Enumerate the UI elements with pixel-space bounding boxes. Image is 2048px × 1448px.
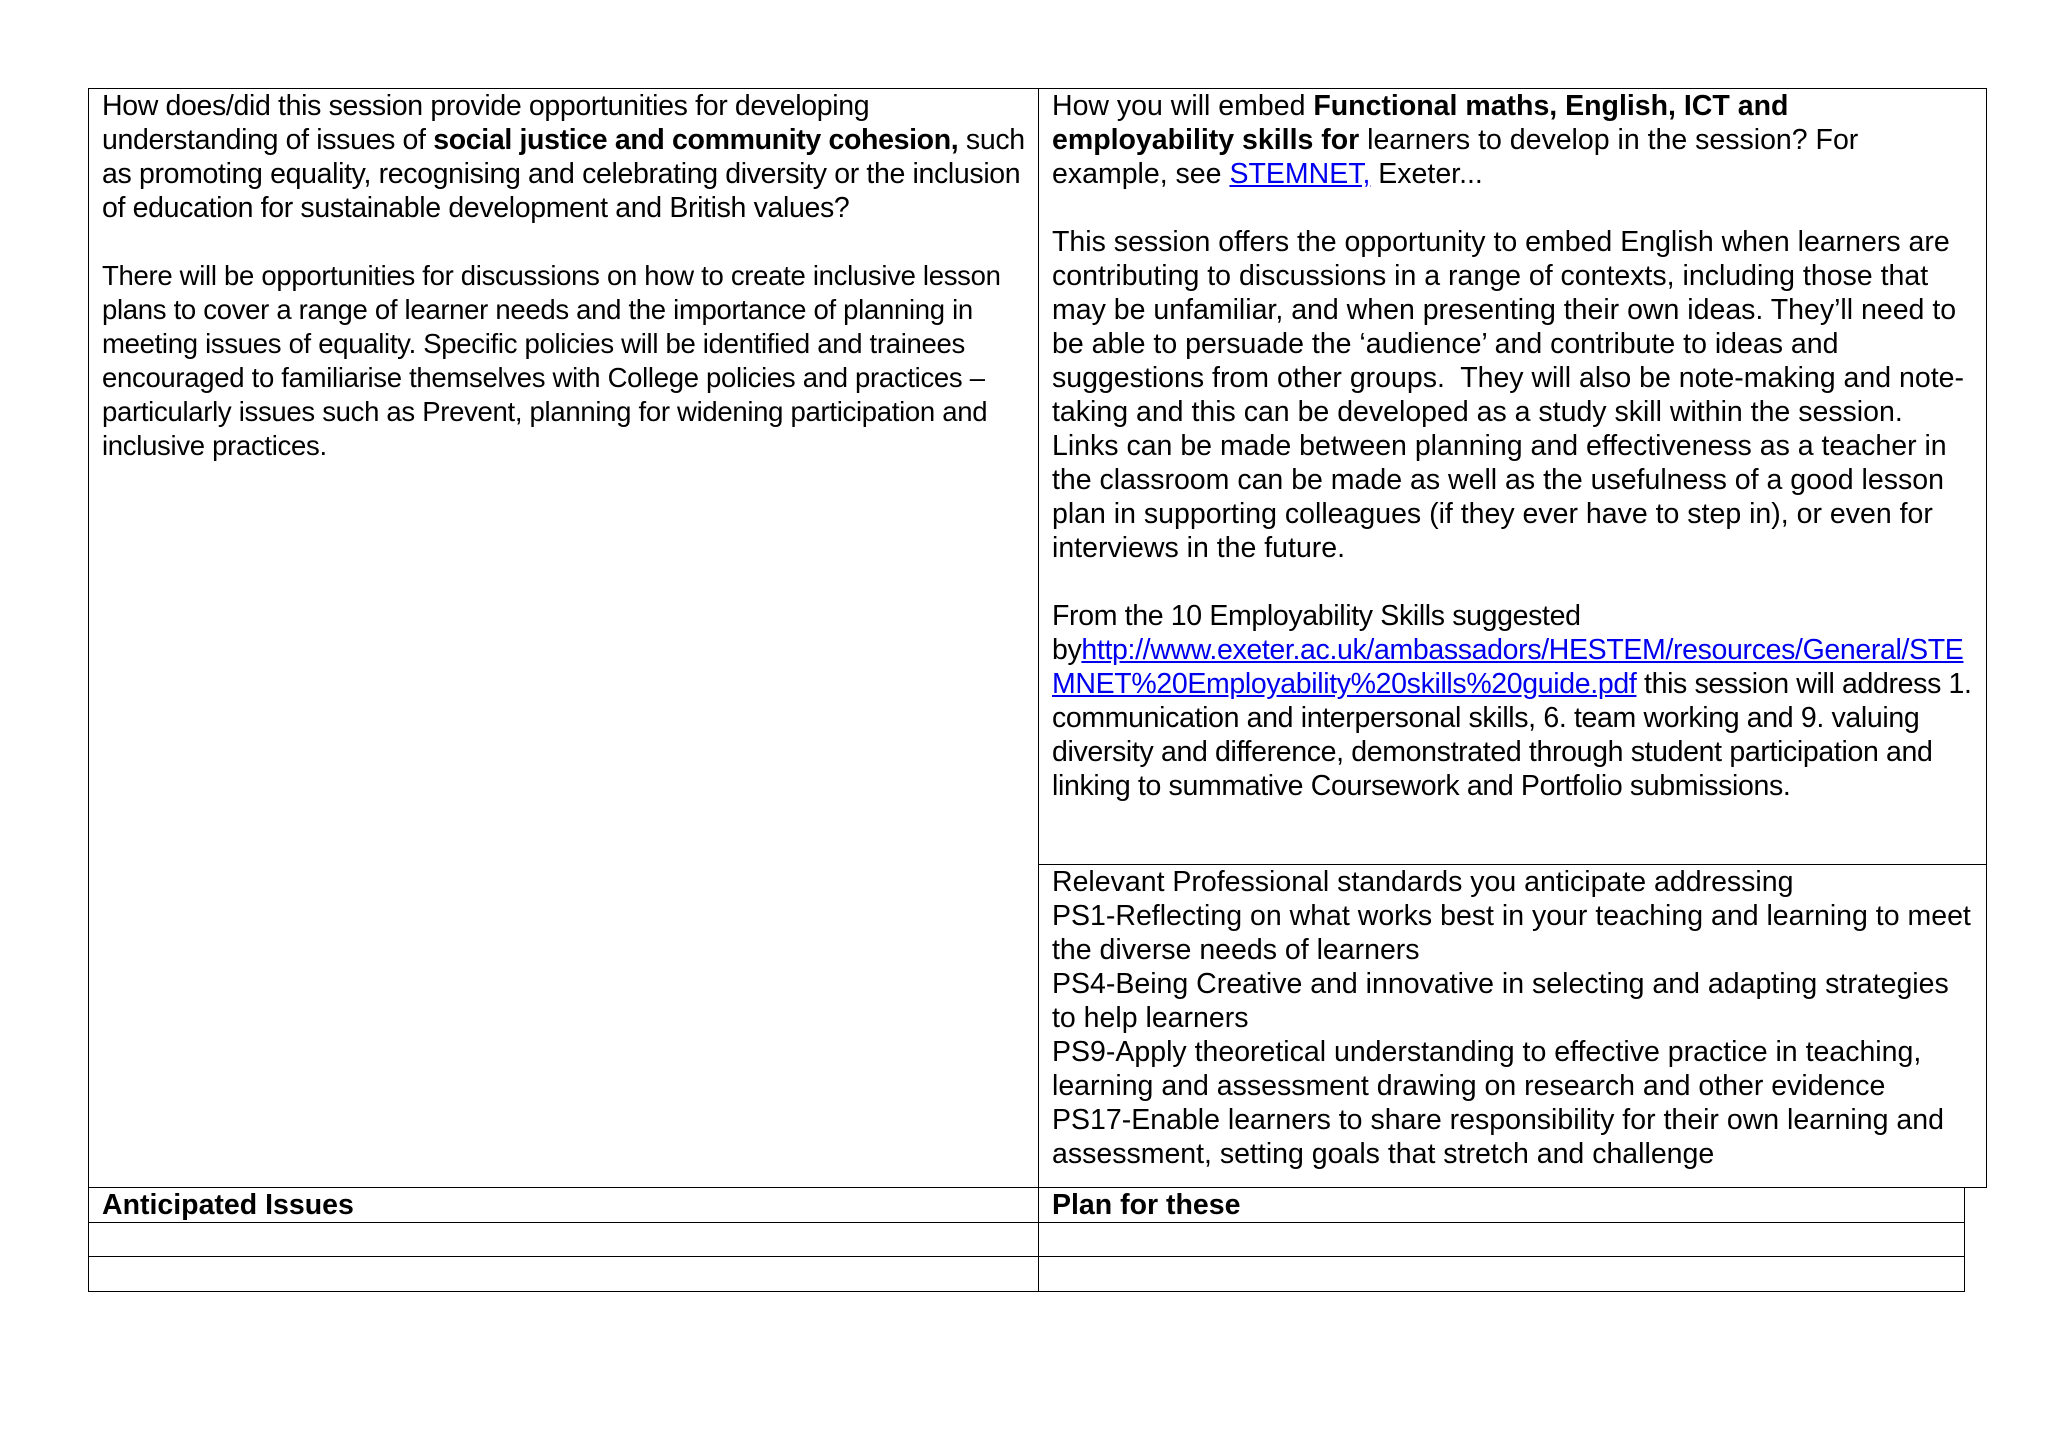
- social-justice-bold: social justice and community cohesion,: [433, 124, 959, 156]
- standard-ps4: PS4-Being Creative and innovative in selecting and adapting strategies to help learners: [1052, 968, 1949, 1034]
- social-justice-question: How does/did this session provide opportunities for developing understanding of issues of social justice and community cohesion, such as promoting equality, recognising and celebrating diversity or the inclusion of education for sustainable development and British values?: [102, 90, 1025, 224]
- functional-skills-question: How you will embed Functional maths, English, ICT and employability skills for learners to develop in the session? For example, see STEMNET, Exeter...: [1052, 90, 1859, 190]
- anticipated-issues-header: Anticipated Issues: [102, 1189, 354, 1221]
- social-justice-answer: There will be opportunities for discussions on how to create inclusive lesson plans to cover a range of learner needs and the importance of planning in meeting issues of equality. Specific policies will be identified and trainees encouraged to familiarise themselves with College policies and practices – particularly issues such as Prevent, planning for widening participation and inclusive practices.: [102, 260, 1001, 461]
- left-cell-content: [89, 89, 1038, 463]
- exeter-guide-link[interactable]: http://www.exeter.ac.uk/ambassadors/HESTEM/resources/General/STEMNET%20Employability%20skills%20guide.pdf: [1052, 634, 1964, 700]
- functional-skills-bold: Functional maths, English, ICT and employability skills for: [1052, 90, 1789, 156]
- issues-row-1-right: [1038, 1222, 1965, 1257]
- right-bottom-content: [1039, 865, 1986, 1171]
- standard-ps9: PS9-Apply theoretical understanding to effective practice in teaching, learning and assessment drawing on research and other evidence: [1052, 1036, 1922, 1102]
- standard-ps17: PS17-Enable learners to share responsibility for their own learning and assessment, setting goals that stretch and challenge: [1052, 1104, 1944, 1170]
- issues-row-2-left: [88, 1256, 1039, 1292]
- employability-paragraph: From the 10 Employability Skills suggested byhttp://www.exeter.ac.uk/ambassadors/HESTEM/resources/General/STEMNET%20Employability%20skills%20guide.pdf this session will address 1. communication and interpersonal skills, 6. team working and 9. valuing diversity and difference, demonstrated through student participation and linking to summative Coursework and Portfolio submissions.: [1052, 600, 1972, 802]
- standards-heading: Relevant Professional standards you anticipate addressing: [1052, 866, 1794, 898]
- plan-for-these-header: Plan for these: [1052, 1189, 1241, 1221]
- issues-row-2-right: [1038, 1256, 1965, 1292]
- english-embedding-paragraph: This session offers the opportunity to embed English when learners are contributing to discussions in a range of contexts, including those that may be unfamiliar, and when presenting their own ideas. They’ll need to be able to persuade the ‘audience’ and contribute to ideas and suggestions from other groups. They will also be note-making and note-taking and this can be developed as a study skill within the session. Links can be made between planning and effectiveness as a teacher in the classroom can be made as well as the usefulness of a good lesson plan in supporting colleagues (if they ever have to step in), or even for interviews in the future.: [1052, 226, 1964, 564]
- issues-row-1-left: [88, 1222, 1039, 1257]
- right-top-content: [1039, 89, 1986, 803]
- stemnet-link[interactable]: STEMNET,: [1229, 158, 1371, 190]
- standard-ps1: PS1-Reflecting on what works best in your teaching and learning to meet the diverse needs of learners: [1052, 900, 1971, 966]
